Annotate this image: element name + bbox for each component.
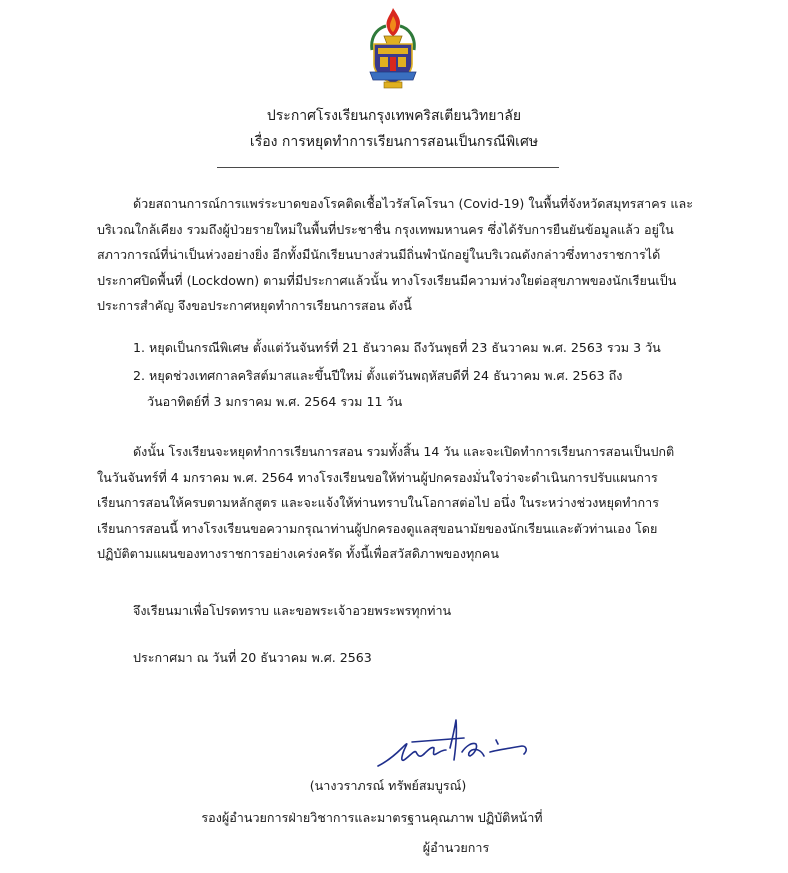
paragraph-line: ด้วยสถานการณ์การแพร่ระบาดของโรคติดเชื้อไวรัสโคโรนา (Covid-19) ในพื้นที่จังหวัดสมุทรสาคร และ	[133, 196, 693, 211]
intro-paragraph	[97, 191, 697, 319]
paragraph-line: ดังนั้น โรงเรียนจะหยุดทำการเรียนการสอน รวมทั้งสิ้น 14 วัน และจะเปิดทำการเรียนการสอนเป็นปกติ	[133, 444, 675, 459]
paragraph-line: ปฏิบัติตามแผนของทางราชการอย่างเคร่งครัด ทั้งนี้เพื่อสวัสดิภาพของทุกคน	[97, 546, 499, 561]
paragraph-line: บริเวณใกล้เคียง รวมถึงผู้ป่วยรายใหม่ในพื้นที่ประชาชื่น กรุงเทพมหานคร ซึ่งได้รับการยืนยันข้อมูลแล้ว อยู่ใน	[97, 221, 674, 237]
signer-position: รองผู้อำนวยการฝ่ายวิชาการและมาตรฐานคุณภาพ ปฏิบัติหน้าที่	[201, 810, 543, 825]
paragraph-line: เรียนการสอนให้ครบตามหลักสูตร และจะแจ้งให้ท่านทราบในโอกาสต่อไป อนึ่ง ในระหว่างช่วงหยุดทำการ	[97, 495, 660, 510]
paragraph-line: ประการสำคัญ จึงขอประกาศหยุดทำการเรียนการสอน ดังนี้	[97, 298, 412, 313]
signer-name: (นางวราภรณ์ ทรัพย์สมบูรณ์)	[309, 778, 467, 793]
signer-position-continued: ผู้อำนวยการ	[422, 840, 490, 855]
paragraph-line: ในวันจันทร์ที่ 4 มกราคม พ.ศ. 2564 ทางโรงเรียนขอให้ท่านผู้ปกครองมั่นใจว่าจะดำเนินการปรับแผนการ	[97, 469, 658, 485]
signature-icon	[372, 712, 562, 776]
announcement-title: ประกาศโรงเรียนกรุงเทพคริสเตียนวิทยาลัย	[266, 108, 522, 124]
list-item-line: วันอาทิตย์ที่ 3 มกราคม พ.ศ. 2564 รวม 11 วัน	[147, 393, 403, 409]
paragraph-line: สภาวการณ์ที่น่าเป็นห่วงอย่างยิ่ง อีกทั้งมีนักเรียนบางส่วนมีถิ่นพำนักอยู่ในบริเวณดังกล่าวซึ่งทางราชการได้	[97, 247, 661, 262]
closure-list-item	[133, 335, 693, 361]
list-item-line: 2. หยุดช่วงเทศกาลคริสต์มาสและขึ้นปีใหม่ ตั้งแต่วันพฤหัสบดีที่ 24 ธันวาคม พ.ศ. 2563 ถึง	[133, 368, 623, 383]
list-item-line: 1. หยุดเป็นกรณีพิเศษ ตั้งแต่วันจันทร์ที่ 21 ธันวาคม ถึงวันพุธที่ 23 ธันวาคม พ.ศ. 2563 รวม 3 วัน	[133, 340, 661, 355]
announcement-subject: เรื่อง การหยุดทำการเรียนการสอนเป็นกรณีพิเศษ	[249, 134, 539, 150]
school-emblem-icon	[364, 6, 422, 90]
announcement-date: ประกาศมา ณ วันที่ 20 ธันวาคม พ.ศ. 2563	[133, 650, 372, 665]
paragraph-line: ประกาศปิดพื้นที่ (Lockdown) ตามที่มีประกาศแล้วนั้น ทางโรงเรียนมีความห่วงใยต่อสุขภาพของนักเรียนเป็น	[97, 272, 677, 288]
paragraph-line: เรียนการสอนนี้ ทางโรงเรียนขอความกรุณาท่านผู้ปกครองดูแลสุขอนามัยของนักเรียนและตัวท่านเอง โดย	[97, 520, 658, 536]
header-divider	[217, 167, 559, 168]
closure-list-item	[133, 363, 693, 414]
details-paragraph	[97, 439, 697, 567]
closing-line: จึงเรียนมาเพื่อโปรดทราบ และขอพระเจ้าอวยพระพรทุกท่าน	[133, 603, 452, 618]
